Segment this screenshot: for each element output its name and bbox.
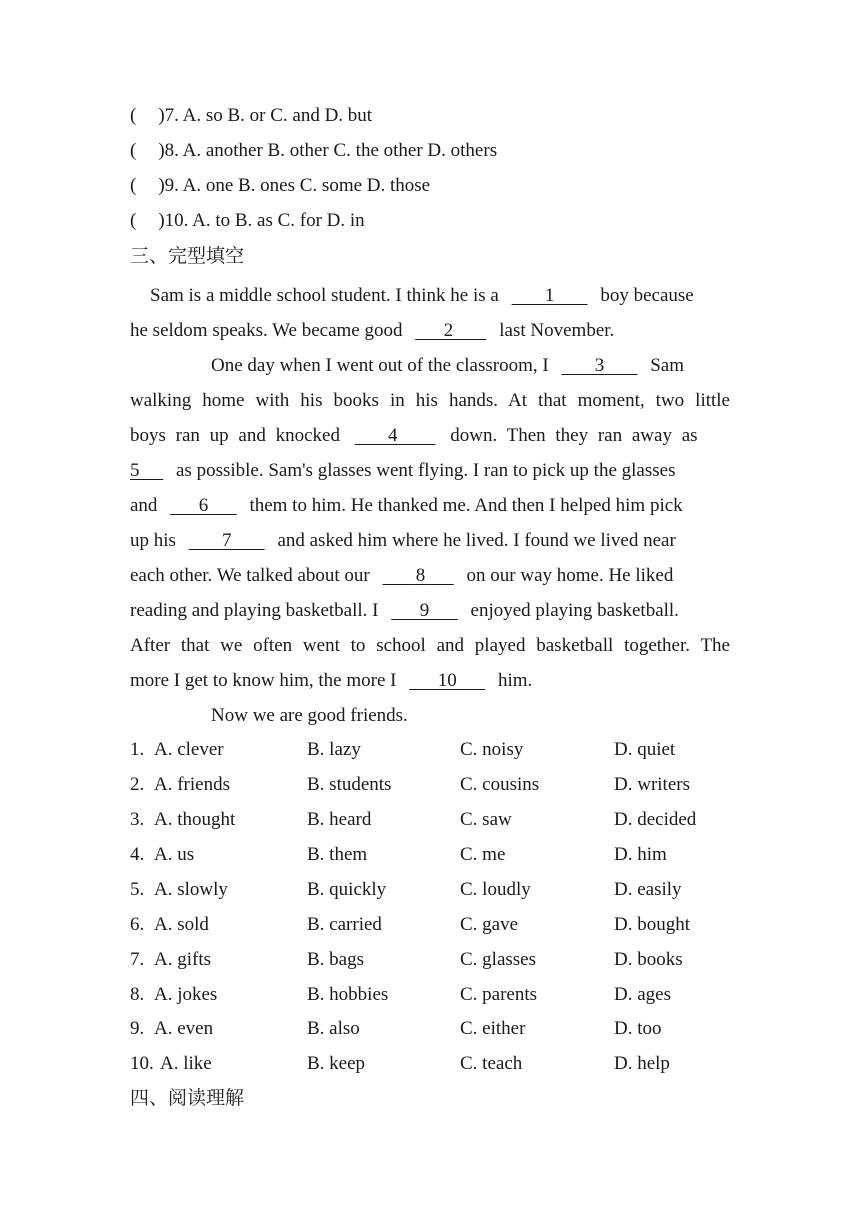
passage-text: boy because bbox=[600, 285, 694, 306]
passage-line bbox=[130, 669, 532, 693]
cloze-blank-10: 10 bbox=[437, 670, 457, 691]
answer-paren: ( bbox=[130, 105, 137, 126]
passage-text: on our way home. He liked bbox=[466, 565, 674, 586]
option-b: B. hobbies bbox=[307, 984, 389, 1005]
passage-text: up his bbox=[130, 530, 176, 551]
option-number: 3. bbox=[130, 809, 145, 830]
option-number: 2. bbox=[130, 774, 145, 795]
cloze-blank-1: 1 bbox=[544, 285, 555, 306]
passage-line bbox=[130, 564, 673, 588]
passage-text: boys ran up and knocked bbox=[130, 425, 340, 446]
option-d: D. him bbox=[614, 844, 667, 865]
passage-line: Now we are good friends. bbox=[211, 705, 408, 726]
option-a: A. sold bbox=[154, 914, 209, 935]
option-c: C. gave bbox=[460, 914, 519, 935]
passage-line bbox=[130, 319, 614, 343]
option-number: 6. bbox=[130, 914, 145, 935]
answer-paren: ( bbox=[130, 210, 137, 231]
question-8 bbox=[130, 139, 497, 163]
option-number: 8. bbox=[130, 984, 145, 1005]
option-b: B. lazy bbox=[307, 739, 361, 760]
option-c: C. cousins bbox=[460, 774, 540, 795]
option-a: A. thought bbox=[154, 809, 236, 830]
option-d: D. bought bbox=[614, 914, 690, 935]
option-b: B. also bbox=[307, 1018, 360, 1039]
option-a: A. us bbox=[154, 844, 195, 865]
option-c: C. saw bbox=[460, 809, 512, 830]
option-number: 1. bbox=[130, 739, 145, 760]
passage-text: him. bbox=[497, 670, 533, 691]
passage-line bbox=[130, 459, 675, 483]
option-c: C. teach bbox=[460, 1053, 523, 1074]
option-b: B. bags bbox=[307, 949, 364, 970]
passage-text: enjoyed playing basketball. bbox=[470, 600, 679, 621]
option-d: D. too bbox=[614, 1018, 662, 1039]
passage-text: as possible. Sam's glasses went flying. I ran to pick up the glasses bbox=[176, 460, 676, 481]
option-d: D. easily bbox=[614, 879, 682, 900]
option-c: C. noisy bbox=[460, 739, 524, 760]
option-b: B. quickly bbox=[307, 879, 387, 900]
cloze-blank-3: 3 bbox=[594, 355, 605, 376]
option-d: D. help bbox=[614, 1053, 670, 1074]
option-d: D. decided bbox=[614, 809, 697, 830]
passage-line bbox=[130, 529, 676, 553]
option-number: 4. bbox=[130, 844, 145, 865]
option-b: B. carried bbox=[307, 914, 382, 935]
answer-paren: ( bbox=[130, 175, 137, 196]
question-10 bbox=[130, 209, 365, 233]
option-b: B. heard bbox=[307, 809, 372, 830]
cloze-blank-8: 8 bbox=[415, 565, 426, 586]
passage-text: them to him. He thanked me. And then I helped him pick bbox=[249, 495, 683, 516]
option-d: D. ages bbox=[614, 984, 671, 1005]
question-text: )8. A. another B. other C. the other D. others bbox=[158, 140, 498, 161]
option-a: A. jokes bbox=[154, 984, 218, 1005]
option-b: B. keep bbox=[307, 1053, 366, 1074]
option-a: A. slowly bbox=[154, 879, 228, 900]
cloze-blank-6: 6 bbox=[198, 495, 209, 516]
cloze-blank-4: 4 bbox=[387, 425, 398, 446]
option-number: 10. bbox=[130, 1053, 154, 1074]
passage-text: more I get to know him, the more I bbox=[130, 670, 397, 691]
option-c: C. glasses bbox=[460, 949, 536, 970]
section-3-title: 三、完型填空 bbox=[130, 246, 245, 267]
question-text: )7. A. so B. or C. and D. but bbox=[158, 105, 373, 126]
passage-line: After that we often went to school and played basketball together. The bbox=[130, 635, 730, 656]
passage-line bbox=[130, 424, 698, 448]
passage-text: Sam bbox=[650, 355, 684, 376]
passage-text: One day when I went out of the classroom, I bbox=[211, 355, 549, 376]
option-a: A. clever bbox=[154, 739, 224, 760]
cloze-blank-9: 9 bbox=[419, 600, 430, 621]
passage-line: walking home with his books in his hands. At that moment, two little bbox=[130, 390, 730, 411]
option-c: C. me bbox=[460, 844, 506, 865]
option-d: D. writers bbox=[614, 774, 690, 795]
passage-text: down. Then they ran away as bbox=[450, 425, 698, 446]
passage-text: he seldom speaks. We became good bbox=[130, 320, 403, 341]
passage-text: each other. We talked about our bbox=[130, 565, 370, 586]
question-text: )9. A. one B. ones C. some D. those bbox=[158, 175, 431, 196]
option-c: C. parents bbox=[460, 984, 538, 1005]
question-text: )10. A. to B. as C. for D. in bbox=[158, 210, 365, 231]
option-c: C. either bbox=[460, 1018, 526, 1039]
cloze-blank-2: 2 bbox=[443, 320, 454, 341]
passage-line bbox=[150, 284, 694, 308]
cloze-blank-7: 7 bbox=[221, 530, 232, 551]
option-number: 9. bbox=[130, 1018, 145, 1039]
passage-text: last November. bbox=[499, 320, 615, 341]
passage-line bbox=[130, 599, 679, 623]
question-9 bbox=[130, 174, 430, 198]
option-number: 5. bbox=[130, 879, 145, 900]
question-7 bbox=[130, 104, 372, 128]
cloze-blank-5: 5 bbox=[130, 460, 140, 481]
option-a: A. gifts bbox=[154, 949, 211, 970]
option-c: C. loudly bbox=[460, 879, 531, 900]
passage-text: and bbox=[130, 495, 158, 516]
option-a: A. even bbox=[154, 1018, 214, 1039]
option-a: A. friends bbox=[154, 774, 230, 795]
option-a: A. like bbox=[160, 1053, 212, 1074]
option-number: 7. bbox=[130, 949, 145, 970]
option-d: D. quiet bbox=[614, 739, 676, 760]
answer-paren: ( bbox=[130, 140, 137, 161]
section-4-title: 四、阅读理解 bbox=[130, 1088, 245, 1109]
option-b: B. them bbox=[307, 844, 368, 865]
passage-text: Sam is a middle school student. I think he is a bbox=[150, 285, 499, 306]
passage-line bbox=[130, 494, 683, 518]
passage-line bbox=[211, 354, 684, 378]
passage-text: reading and playing basketball. I bbox=[130, 600, 379, 621]
passage-text: and asked him where he lived. I found we lived near bbox=[277, 530, 676, 551]
option-d: D. books bbox=[614, 949, 683, 970]
option-b: B. students bbox=[307, 774, 392, 795]
